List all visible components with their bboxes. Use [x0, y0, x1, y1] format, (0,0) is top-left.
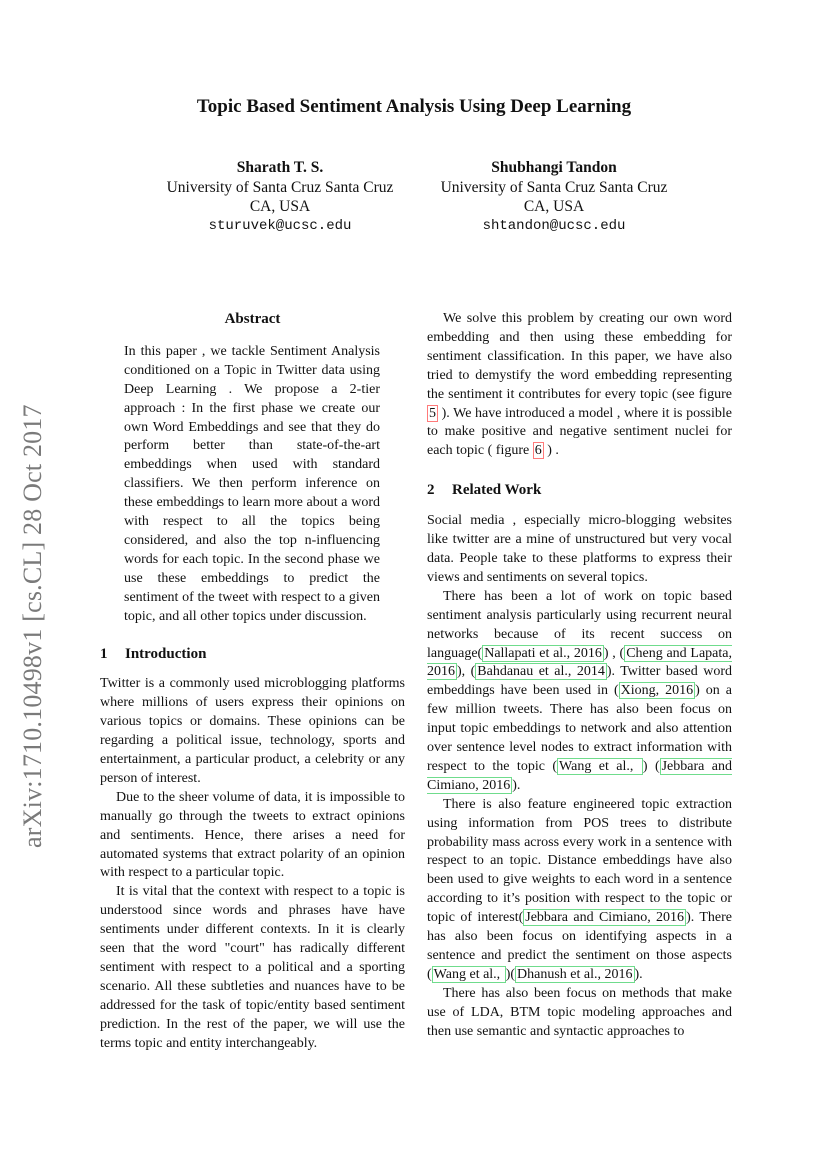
text-run: ) . — [543, 443, 559, 459]
text-run: There is also feature engineered topic extraction using information from POS trees to distribute probability mass across every work in a sentence with respect to an topic. Distance embeddings have also been used to give weights to each word in a sentence according to it’s position with respect to the topic or topic of interest( — [427, 796, 732, 926]
paper-title: Topic Based Sentiment Analysis Using Deep Learning — [196, 96, 632, 117]
figure-reference-link[interactable]: 6 — [534, 443, 542, 459]
text-run: ). — [512, 777, 521, 793]
citation-link[interactable]: Wang et al., — [433, 966, 504, 982]
section-title: Related Work — [452, 482, 542, 499]
author-affiliation: University of Santa Cruz Santa Cruz — [166, 178, 394, 196]
citation-link[interactable]: Bahdanau et al., 2014 — [477, 664, 605, 680]
citation-link[interactable]: Xiong, 2016 — [620, 683, 694, 699]
section-heading-introduction — [100, 645, 405, 664]
citation-link[interactable]: Nallapati et al., 2016 — [484, 645, 602, 661]
arxiv-identifier: arXiv:1710.10498v1 [cs.CL] 28 Oct 2017 — [18, 404, 47, 848]
author-name: Sharath T. S. — [236, 159, 324, 176]
section-number: 2 — [427, 482, 435, 499]
text-run: ). We have introduced a model , where it is possible to make positive and negative sentiment nuclei for each topic ( figure — [427, 405, 732, 459]
text-run: There has been a lot of work on topic based sentiment analysis particularly using recurrent neural networks because of its recent success on language( — [427, 588, 732, 661]
text-run: ) , ( — [603, 645, 625, 661]
paragraph — [427, 310, 732, 461]
author-name: Shubhangi Tandon — [491, 159, 617, 176]
paragraph — [427, 588, 732, 796]
right-column — [427, 310, 732, 1042]
text-run: We solve this problem by creating our own word embedding and then using these embedding for sentiment classification. In this paper, we have also tried to demystify the word embedding representing the sentiment it contributes for every topic (see figure — [427, 311, 732, 402]
paragraph — [427, 796, 732, 985]
paragraph: Due to the sheer volume of data, it is impossible to manually go through the tweets to extract opinions and sentiments. Hence, there arises a need for automated systems that extract polarity of an opinion with respect to a particular topic. — [100, 789, 405, 881]
section-heading-related-work — [427, 481, 732, 500]
section-title: Introduction — [125, 645, 207, 662]
author-email: sturuvek@ucsc.edu — [208, 217, 352, 234]
citation-link[interactable]: Jebbara and Cimiano, 2016 — [525, 910, 685, 926]
citation-link[interactable]: Cheng and Lapata, 2016 — [427, 645, 732, 680]
text-run: ). There has also been focus on identifying aspects in a sentence and predict the sentiment on those aspects ( — [427, 910, 732, 982]
text-run: ), ( — [457, 664, 476, 680]
paragraph: Social media , especially micro-blogging websites like twitter are a mine of unstructured but very vocal data. People take to these platforms to express their views and sentiments on several topics. — [427, 513, 732, 585]
text-run: )( — [505, 966, 516, 982]
paragraph: There has also been focus on methods that make use of LDA, BTM topic modeling approaches and then use semantic and syntactic approaches to — [427, 985, 732, 1039]
figure-reference-link[interactable]: 5 — [429, 405, 436, 421]
section-number: 1 — [100, 645, 108, 662]
author-email: shtandon@ucsc.edu — [482, 217, 626, 234]
paragraph: Twitter is a commonly used microblogging platforms where millions of users express their opinions on various topics or domains. These opinions can be regarding a political issue, technology, sports and entertainment, a particular product, a celebrity or any person of interest. — [100, 676, 405, 786]
text-run: ) on a few million tweets. There has also been focus on input topic embeddings to network and also attention over sentence level nodes to extract information with respect to the topic ( — [427, 683, 732, 774]
citation-link[interactable]: Dhanush et al., 2016 — [517, 966, 633, 982]
abstract-text: In this paper , we tackle Sentiment Analysis conditioned on a Topic in Twitter data using Deep Learning . We propose a 2-tier approach : In the first phase we create our own Word Embeddings and see that they do perform better than state-of-the-art embeddings when used with standard classifiers. We then perform inference on these embeddings to learn more about a word with respect to all the topics being considered, and also the top n-influencing words for each topic. In the second phase we use these embeddings to predict the sentiment of the tweet with respect to a given topic, and all other topics under discussion. — [124, 343, 380, 624]
paragraph: It is vital that the context with respect to a topic is understood since words and phrases have have sentiments under different contexts. In it is clearly seen that the word "court" has radically different sentiment with respect to a political and a sporting scenario. All these subtleties and nuances have to be addressed for the task of topic/entity based sentiment prediction. In the rest of the paper, we will use the terms topic and entity interchangeably. — [100, 884, 405, 1051]
author-location: CA, USA — [523, 198, 585, 215]
text-run: ). — [634, 966, 643, 982]
citation-link[interactable]: Wang et al., — [559, 758, 641, 774]
text-run: ). Twitter based word embeddings have been used in ( — [427, 664, 732, 699]
abstract-heading: Abstract — [224, 311, 281, 327]
left-column — [100, 310, 405, 1054]
author-block — [419, 158, 689, 236]
citation-link[interactable]: Jebbara and Cimiano, 2016 — [427, 758, 733, 793]
author-affiliation: University of Santa Cruz Santa Cruz — [440, 178, 668, 196]
author-block — [145, 158, 415, 236]
text-run: ) ( — [642, 758, 660, 774]
author-location: CA, USA — [249, 198, 311, 215]
